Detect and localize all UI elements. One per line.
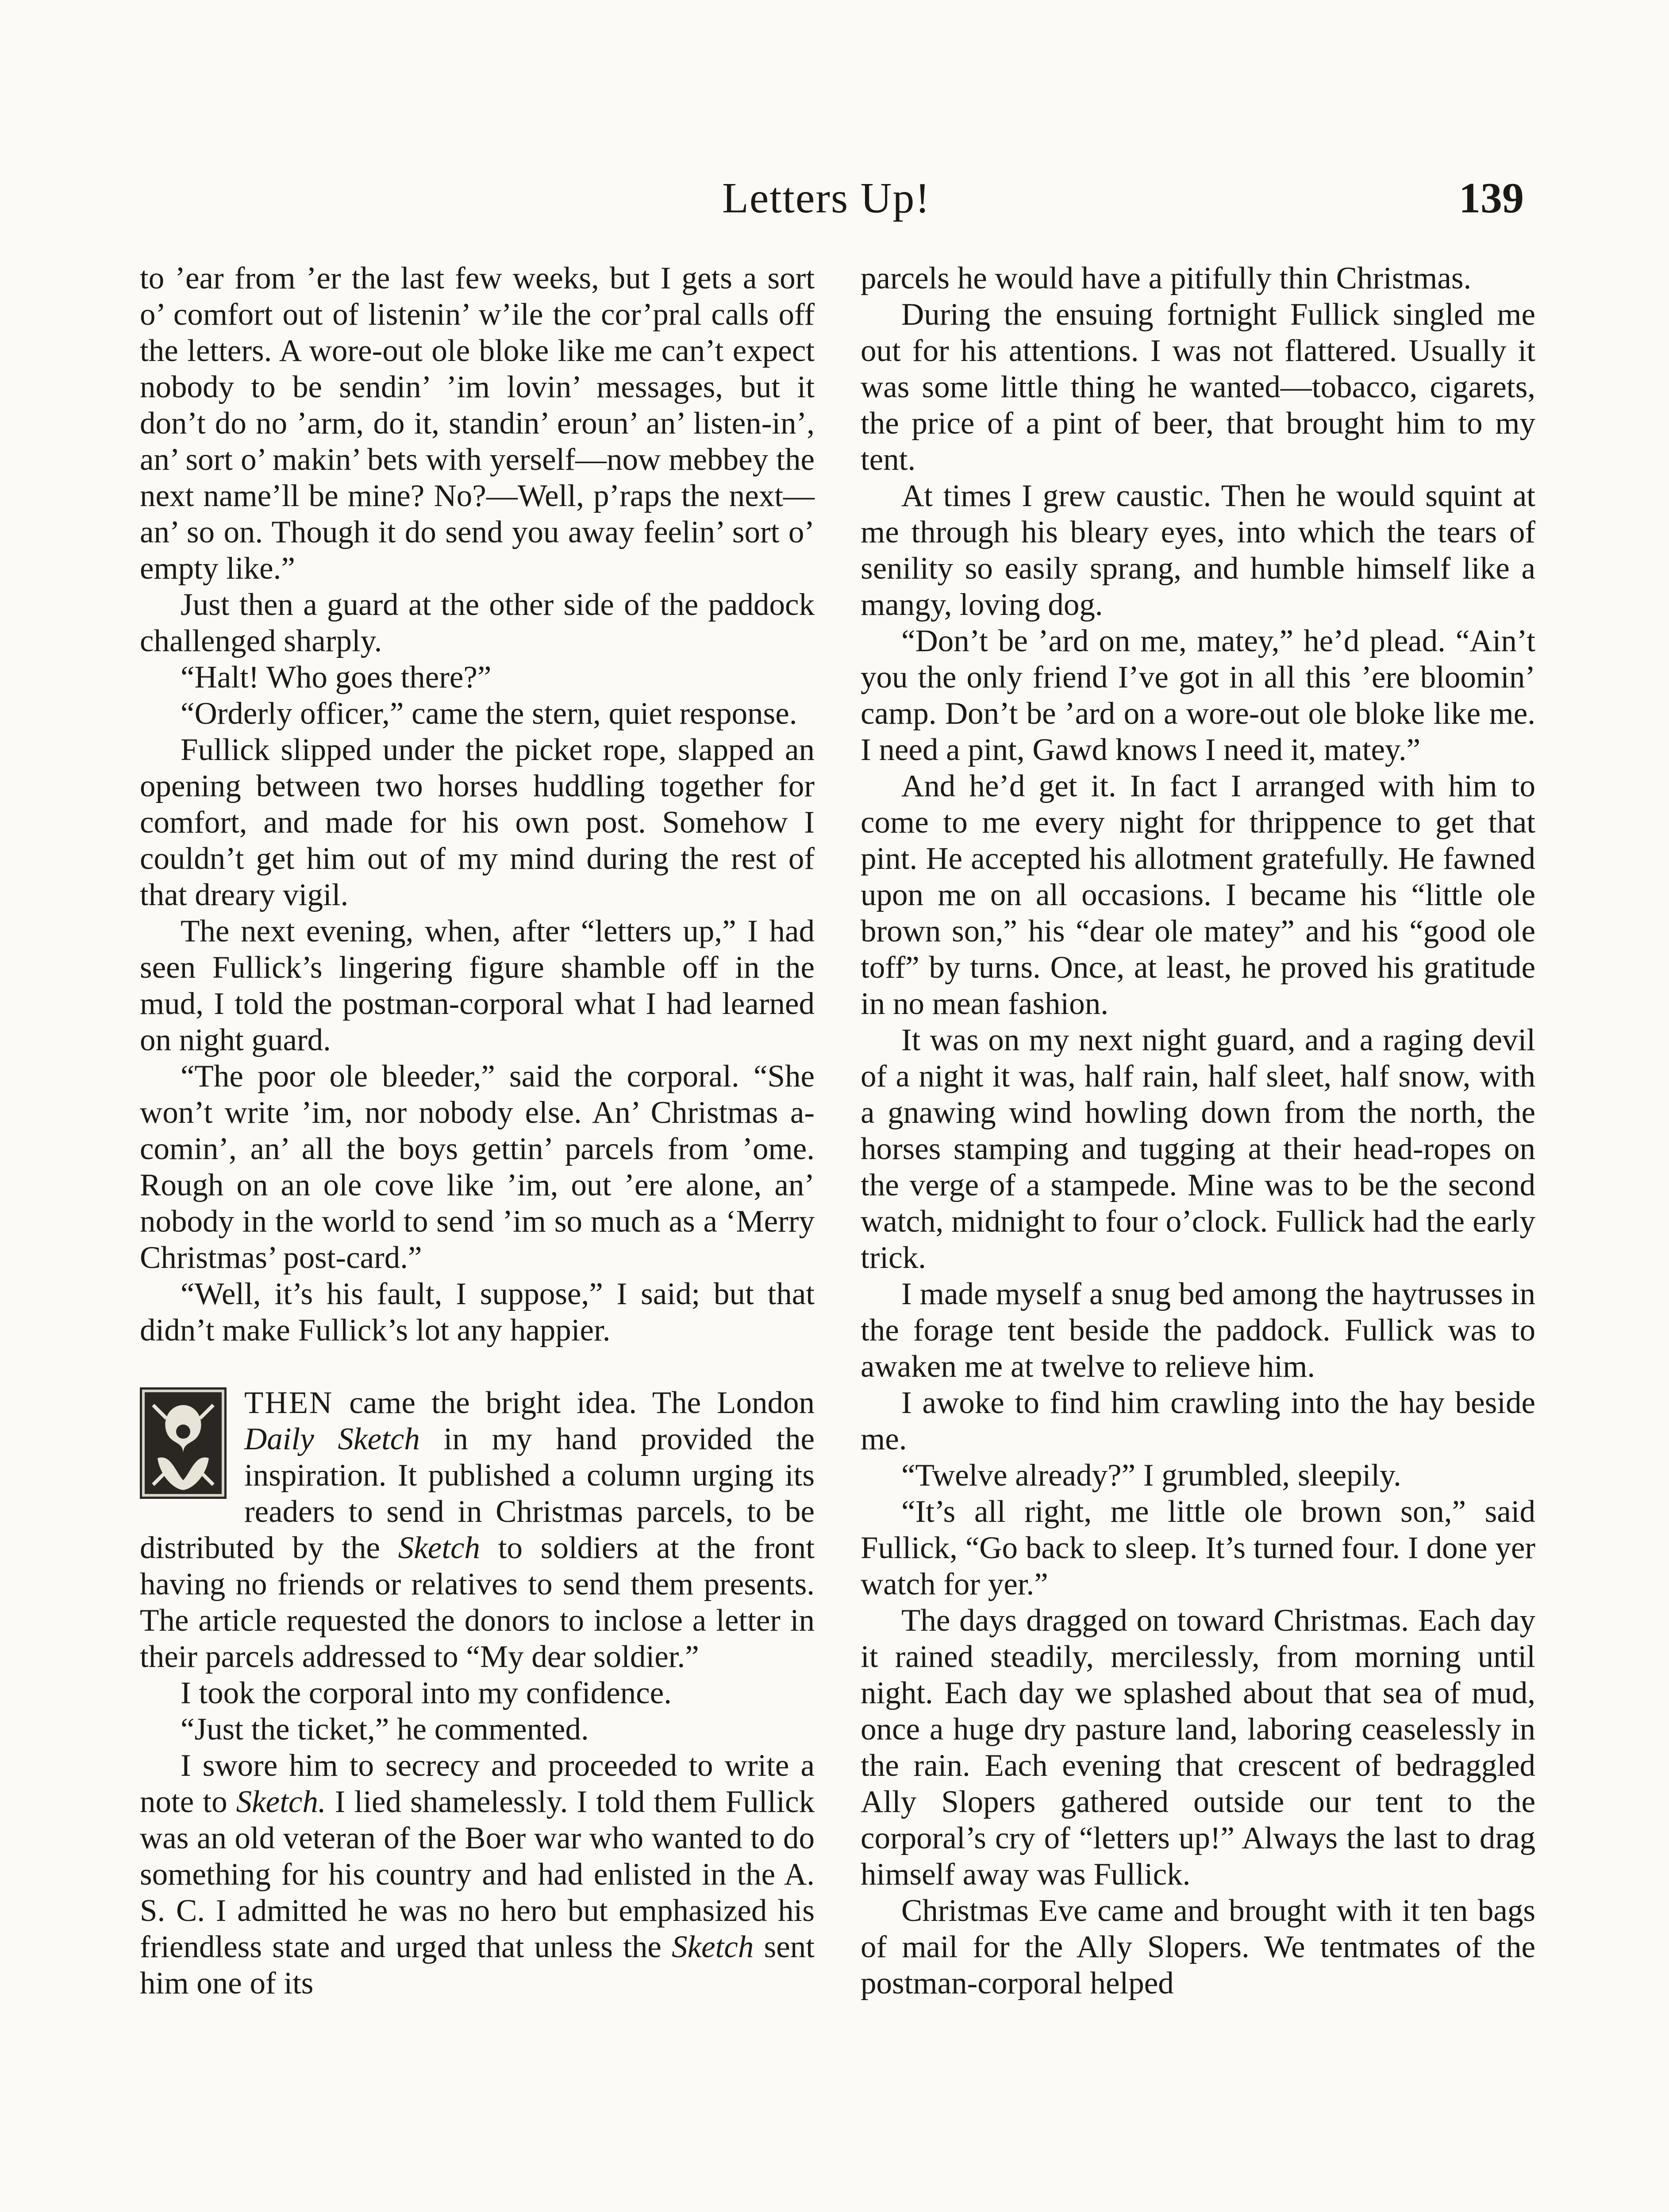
paragraph: “The poor ole bleeder,” said the corporal. “She won’t write ’im, nor nobody else. An’ Christmas a-comin’, an’ all the boys gettin’ parcels from ’ome. Rough on an ole cove like ’im, out ’ere alone, an’ nobody in the world to send ’im so much as a ‘Merry Christmas’ post-card.”	[140, 1059, 815, 1275]
paragraph: Just then a guard at the other side of the paddock challenged sharply.	[140, 588, 815, 658]
left-column	[140, 260, 815, 2001]
italic-title: Sketch	[398, 1531, 481, 1565]
paragraph: During the ensuing fortnight Fullick singled me out for his attentions. I was not flattered. Usually it was some little thing he wanted—tobacco, cigarets, the price of a pint of beer, that brought him to my tent.	[861, 297, 1535, 477]
text-run: to soldiers at the front having no friends or relatives to send them presents. The article requested the donors to inclose a letter in their parcels addressed to “My dear soldier.”	[140, 1531, 815, 1674]
paragraph: I made myself a snug bed among the haytrusses in the forage tent beside the paddock. Fullick was to awaken me at twelve to relieve him.	[861, 1277, 1535, 1384]
paragraph: The days dragged on toward Christmas. Each day it rained steadily, mercilessly, from morning until night. Each day we splashed about that sea of mud, once a huge dry pasture land, laboring ceaselessly in the rain. Each evening that crescent of bedraggled Ally Slopers gathered outside our tent to the corporal’s cry of “letters up!” Always the last to drag himself away was Fullick.	[861, 1603, 1535, 1892]
paragraph: Fullick slipped under the picket rope, slapped an opening between two horses huddling together for comfort, and made for his own post. Somehow I couldn’t get him out of my mind during the rest of that dreary vigil.	[140, 733, 815, 912]
running-head	[0, 173, 1669, 231]
paragraph: Christmas Eve came and brought with it ten bags of mail for the Ally Slopers. We tentmates of the postman-corporal helped	[861, 1893, 1535, 2001]
text-run: I lied shamelessly. I told them Fullick was an old veteran of the Boer war who wanted to do something for his country and had enlisted in the A. S. C. I admitted he was no hero but emphasized his friendless state and urged that unless the	[140, 1785, 815, 1964]
text-run: I swore him to secrecy and proceeded to write a note to	[140, 1748, 815, 1819]
text-run: came the bright idea. The London	[333, 1386, 815, 1420]
paragraph: to ’ear from ’er the last few weeks, but I gets a sort o’ comfort out of listenin’ w’ile the cor’pral calls off the letters. A wore-out ole bloke like me can’t expect nobody to be sendin’ ’im lovin’ messages, but it don’t do no ’arm, do it, standin’ eroun’ an’ listen-in’, an’ sort o’ makin’ bets with yerself—now mebbey the next name’ll be mine? No?—Well, p’raps the next—an’ so on. Though it do send you away feelin’ sort o’ empty like.”	[140, 261, 815, 586]
section-break	[140, 1348, 815, 1385]
paragraph: “Twelve already?” I grumbled, sleepily.	[901, 1458, 1401, 1493]
dropcap-section	[140, 1385, 815, 1675]
lead-word: THEN	[244, 1386, 334, 1420]
paragraph: “Just the ticket,” he commented.	[181, 1712, 589, 1747]
page-number: 139	[1459, 174, 1524, 222]
paragraph: I awoke to find him crawling into the hay beside me.	[861, 1386, 1535, 1456]
text-run: in my hand provided the inspiration. It published a column urging its readers to send in Christmas parcels, to be distributed by the	[140, 1422, 815, 1565]
paragraph: “Orderly officer,” came the stern, quiet response.	[181, 696, 797, 731]
text-run: sent him one of its	[140, 1930, 815, 2001]
paragraph: The next evening, when, after “letters up,” I had seen Fullick’s lingering figure shamble off in the mud, I told the postman-corporal what I had learned on night guard.	[140, 914, 815, 1057]
paragraph: And he’d get it. In fact I arranged with him to come to me every night for thrippence to get that pint. He accepted his allotment gratefully. He fawned upon me on all occasions. I became his “little ole brown son,” his “dear ole matey” and his “good ole toff” by turns. Once, at least, he proved his gratitude in no mean fashion.	[861, 769, 1535, 1021]
paragraph: “It’s all right, me little ole brown son,” said Fullick, “Go back to sleep. It’s turned four. I done yer watch for yer.”	[861, 1494, 1535, 1601]
paragraph: “Don’t be ’ard on me, matey,” he’d plead. “Ain’t you the only friend I’ve got in all this ’ere bloomin’ camp. Don’t be ’ard on a wore-out ole bloke like me. I need a pint, Gawd knows I need it, matey.”	[861, 624, 1535, 767]
paragraph: “Halt! Who goes there?”	[181, 660, 492, 695]
paragraph-with-dropcap	[140, 1385, 815, 1675]
paragraph: parcels he would have a pitifully thin Christmas.	[861, 261, 1472, 296]
paragraph: I took the corporal into my confidence.	[181, 1676, 672, 1710]
paragraph: “Well, it’s his fault, I suppose,” I said; but that didn’t make Fullick’s lot any happier.	[140, 1277, 815, 1348]
right-column	[861, 260, 1535, 2001]
running-title: Letters Up!	[722, 174, 931, 222]
paragraph: It was on my next night guard, and a raging devil of a night it was, half rain, half sleet, half snow, with a gnawing wind howling down from the north, the horses stamping and tugging at their head-ropes on the verge of a stampede. Mine was to be the second watch, midnight to four o’clock. Fullick had the early trick.	[861, 1023, 1535, 1275]
paragraph: At times I grew caustic. Then he would squint at me through his bleary eyes, into which the tears of senility so easily sprang, and humble himself like a mangy, loving dog.	[861, 479, 1535, 622]
paragraph	[140, 1747, 815, 2001]
italic-title: Daily Sketch	[244, 1422, 420, 1456]
italic-title: Sketch	[672, 1930, 754, 1964]
italic-title: Sketch.	[236, 1785, 326, 1819]
ornament-icon	[140, 1387, 227, 1499]
